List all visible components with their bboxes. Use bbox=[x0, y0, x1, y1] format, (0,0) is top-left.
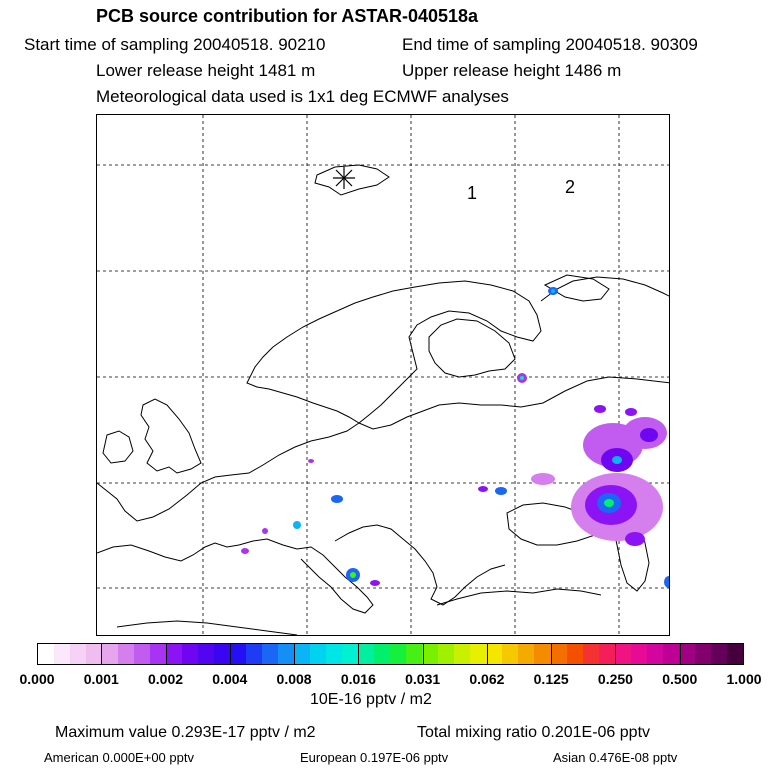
color-scale-segment bbox=[230, 644, 246, 664]
color-scale-segment bbox=[134, 644, 150, 664]
coastlines bbox=[97, 165, 670, 635]
color-scale-segment bbox=[438, 644, 454, 664]
color-scale-segment bbox=[583, 644, 599, 664]
total-mixing-ratio: Total mixing ratio 0.201E-06 pptv bbox=[417, 724, 651, 741]
map-panel bbox=[96, 114, 670, 636]
color-scale-segment bbox=[727, 644, 743, 664]
color-scale-divider bbox=[680, 643, 681, 665]
american-contribution: American 0.000E+00 pptv bbox=[44, 750, 194, 765]
color-scale-segment bbox=[102, 644, 118, 664]
color-scale-segment bbox=[647, 644, 663, 664]
color-scale-segment bbox=[599, 644, 615, 664]
upper-height: Upper release height 1486 m bbox=[402, 61, 622, 80]
color-scale-segment bbox=[502, 644, 518, 664]
color-scale-segment bbox=[150, 644, 166, 664]
color-scale-divider bbox=[101, 643, 102, 665]
color-scale-divider bbox=[358, 643, 359, 665]
iberia-coast bbox=[97, 539, 297, 561]
color-scale-tick-label: 0.062 bbox=[469, 671, 505, 687]
russia-north-coast bbox=[541, 277, 670, 301]
color-scale-segment bbox=[567, 644, 583, 664]
color-scale-tick-label: 0.000 bbox=[19, 671, 55, 687]
color-scale-segment bbox=[518, 644, 534, 664]
color-scale-segment bbox=[118, 644, 134, 664]
finland-coast bbox=[429, 319, 515, 377]
start-time: Start time of sampling 20040518. 90210 bbox=[24, 35, 326, 54]
color-scale-segment bbox=[374, 644, 390, 664]
maximum-value: Maximum value 0.293E-17 pptv / m2 bbox=[55, 724, 316, 741]
color-scale-segment bbox=[70, 644, 86, 664]
italy-coast bbox=[297, 547, 373, 613]
britain-coast bbox=[141, 399, 201, 473]
color-scale-segment bbox=[406, 644, 422, 664]
color-scale-divider bbox=[615, 643, 616, 665]
color-scale-segment bbox=[246, 644, 262, 664]
svalbard-coast bbox=[315, 165, 389, 195]
color-scale-segment bbox=[470, 644, 486, 664]
color-scale-segment bbox=[342, 644, 358, 664]
color-scale-segment bbox=[695, 644, 711, 664]
color-scale-segment bbox=[198, 644, 214, 664]
color-scale-segment bbox=[54, 644, 70, 664]
color-scale-segment bbox=[663, 644, 679, 664]
color-scale-divider bbox=[551, 643, 552, 665]
color-scale-segment bbox=[631, 644, 647, 664]
turkey-coast bbox=[437, 589, 601, 605]
color-scale-tick-label: 0.008 bbox=[276, 671, 312, 687]
color-scale-tick-label: 0.001 bbox=[83, 671, 119, 687]
color-scale-units: 10E-16 pptv / m2 bbox=[310, 691, 432, 708]
map-grid bbox=[97, 115, 670, 636]
color-scale-segment bbox=[166, 644, 182, 664]
continent-west-coast bbox=[97, 423, 359, 521]
plot-title: PCB source contribution for ASTAR-040518a bbox=[96, 6, 479, 26]
color-scale-segment bbox=[182, 644, 198, 664]
color-scale-tick-label: 0.031 bbox=[405, 671, 441, 687]
color-scale-segment bbox=[422, 644, 438, 664]
color-scale-divider bbox=[294, 643, 295, 665]
color-scale-segment bbox=[262, 644, 278, 664]
map-svg bbox=[97, 115, 670, 636]
color-scale-tick-label: 0.004 bbox=[212, 671, 248, 687]
european-contribution: European 0.197E-06 pptv bbox=[300, 750, 449, 765]
color-scale-tick-label: 0.500 bbox=[662, 671, 698, 687]
color-scale-tick-label: 0.016 bbox=[340, 671, 376, 687]
color-scale-segment bbox=[278, 644, 294, 664]
marker-label-2: 2 bbox=[565, 177, 576, 197]
lower-height: Lower release height 1481 m bbox=[96, 61, 316, 80]
color-scale-segment bbox=[486, 644, 502, 664]
color-scale-tick-label: 0.002 bbox=[148, 671, 184, 687]
color-scale-tick-label: 0.250 bbox=[597, 671, 633, 687]
met-data-note: Meteorological data used is 1x1 deg ECMWF analyses bbox=[96, 87, 509, 106]
color-scale-segment bbox=[294, 644, 310, 664]
color-scale-segment bbox=[551, 644, 567, 664]
color-scale-segment bbox=[310, 644, 326, 664]
marker-label-1: 1 bbox=[467, 183, 478, 203]
color-scale-bar bbox=[37, 643, 744, 665]
color-scale-segment bbox=[711, 644, 727, 664]
color-scale-segment bbox=[534, 644, 550, 664]
north-africa-coast bbox=[117, 621, 297, 635]
color-scale-tick-label: 0.125 bbox=[533, 671, 569, 687]
color-scale-segment bbox=[86, 644, 102, 664]
color-scale-segment bbox=[358, 644, 374, 664]
color-scale-divider bbox=[166, 643, 167, 665]
end-time: End time of sampling 20040518. 90309 bbox=[402, 35, 698, 54]
color-scale-segment bbox=[679, 644, 695, 664]
color-scale-divider bbox=[423, 643, 424, 665]
release-site-marker bbox=[333, 167, 355, 189]
contribution-field bbox=[241, 287, 670, 588]
asian-contribution: Asian 0.476E-08 pptv bbox=[553, 750, 678, 765]
ireland-coast bbox=[103, 431, 133, 463]
norway-sweden-coast bbox=[247, 281, 541, 423]
color-scale-segment bbox=[390, 644, 406, 664]
color-scale-segment bbox=[214, 644, 230, 664]
color-scale-divider bbox=[487, 643, 488, 665]
color-scale-segment bbox=[615, 644, 631, 664]
baltic-coast bbox=[359, 377, 670, 429]
color-scale-tick-label: 1.000 bbox=[726, 671, 762, 687]
color-scale-divider bbox=[230, 643, 231, 665]
color-scale-segment bbox=[38, 644, 54, 664]
color-scale-segment bbox=[326, 644, 342, 664]
color-scale-segment bbox=[454, 644, 470, 664]
